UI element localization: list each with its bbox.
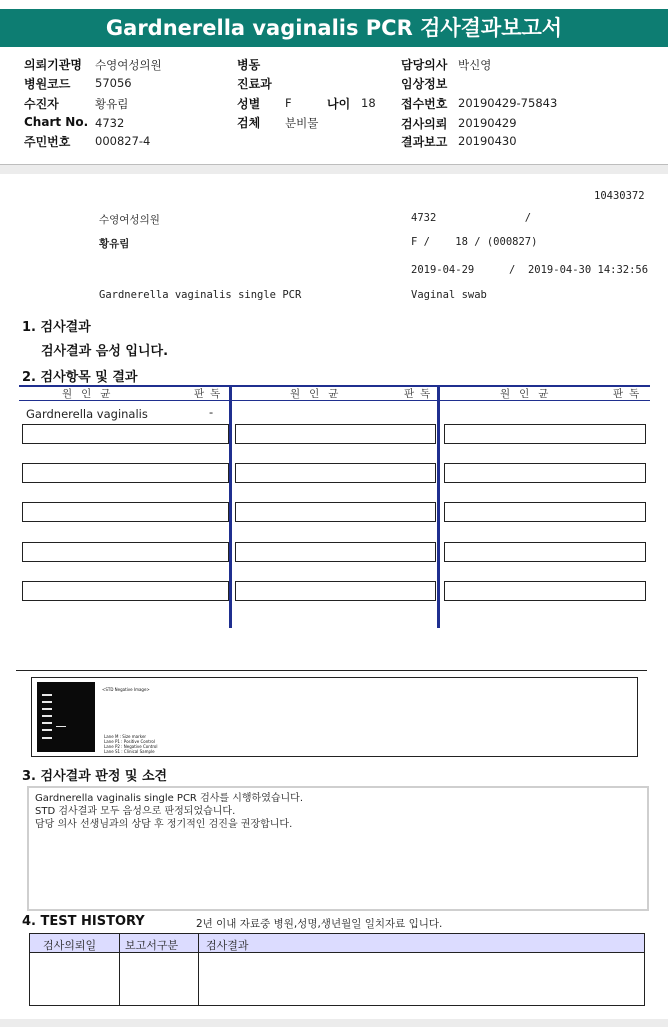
gel-legend-2: Lane P1 : Positive Control [104,739,155,744]
summary-patient: 황유림 [99,238,130,250]
department-label: 진료과 [237,77,272,91]
column-divider-1 [229,387,232,628]
col-request-date: 검사의뢰일 [43,939,97,952]
result-box [235,581,436,601]
col-report-type: 보고서구분 [125,939,179,952]
doctor-label: 담당의사 [401,58,448,72]
col-judgement-1: 판독 [194,388,227,400]
gel-legend-1: Lane M : Size marker [104,734,147,739]
summary-hospital: 수영여성의원 [99,214,160,226]
header-divider [0,164,668,174]
gel-legend-3: Lane P2 : Negative Control [104,744,158,749]
age-label: 나이 [327,97,351,111]
col-judgement-3: 판독 [613,388,646,400]
specimen-label: 검체 [237,116,261,130]
resident-no-label: 주민번호 [24,135,71,149]
history-col-divider [198,934,199,1005]
request-date-label: 검사의뢰 [401,117,448,131]
section4-title: 4. TEST HISTORY [22,914,145,929]
report-date-label: 결과보고 [401,135,448,149]
resident-no-value: 000827-4 [95,134,151,148]
test-history-table [29,933,645,1006]
report-title: Gardnerella vaginalis PCR 검사결과보고서 [0,9,668,47]
result-box [22,542,229,562]
opinion-line: STD 검사결과 모두 음성으로 판정되었습니다. [35,806,236,817]
section-rule [16,670,647,671]
section1-title: 1. 검사결과 [22,320,91,335]
result-box [235,424,436,444]
age-value: 18 [361,96,376,110]
patient-info-header [0,47,668,165]
opinion-box [27,786,649,911]
section1-result: 검사결과 음성 입니다. [41,344,169,359]
gel-electrophoresis-image [37,682,95,752]
document-number: 10430372 [594,190,645,202]
sex-label: 성별 [237,97,261,111]
test-history-header [30,934,644,953]
result-box [444,424,646,444]
gel-legend-4: Lane S1 : Clinical Sample [104,749,155,754]
col-pathogen-3: 원인균 [500,388,558,400]
col-test-result: 검사결과 [206,939,249,952]
section3-title: 3. 검사결과 판정 및 소견 [22,769,168,784]
patient-label: 수진자 [24,97,59,111]
receipt-no-value: 20190429-75843 [458,96,558,110]
ward-label: 병동 [237,58,261,72]
summary-date-received: 2019-04-29 [411,264,475,276]
result-box [444,542,646,562]
patient-value: 황유림 [95,97,129,111]
receipt-no-label: 접수번호 [401,97,448,111]
result-pathogen: Gardnerella vaginalis [26,407,148,421]
result-box [22,502,229,522]
result-box [235,542,436,562]
result-box [22,581,229,601]
report-date-value: 20190430 [458,134,517,148]
result-box [444,502,646,522]
result-box [22,424,229,444]
clinical-info-label: 임상정보 [401,77,448,91]
summary-specimen: Vaginal swab [411,289,487,301]
summary-chart: 4732 / [411,212,532,224]
result-box [235,463,436,483]
chart-no-value: 4732 [95,116,125,130]
col-judgement-2: 판독 [404,388,437,400]
opinion-line: Gardnerella vaginalis single PCR 검사를 시행하였습니다. [35,793,304,804]
column-divider-2 [437,387,440,628]
result-judgement: - [209,405,214,419]
hospital-code-value: 57056 [95,76,132,90]
gel-image-title: <STD Negative Image> [102,687,150,692]
section2-title: 2. 검사항목 및 결과 [22,370,138,385]
opinion-line: 담당 의사 선생님과의 상담 후 정기적인 검진을 권장합니다. [35,819,293,830]
sex-value: F [285,96,292,110]
summary-date-reported: / 2019-04-30 14:32:56 [509,264,649,276]
gel-image-frame [31,677,638,757]
hospital-code-label: 병원코드 [24,77,71,91]
result-box [22,463,229,483]
summary-test-name: Gardnerella vaginalis single PCR [99,289,302,301]
doctor-value: 박신영 [458,58,492,72]
footer-band [0,1019,668,1027]
col-pathogen-1: 원인균 [62,388,120,400]
summary-sex-age: F / 18 / (000827) [411,236,538,248]
history-col-divider [119,934,120,1005]
result-box [235,502,436,522]
hospital-name-label: 의뢰기관명 [24,58,82,72]
result-box [444,463,646,483]
request-date-value: 20190429 [458,116,517,130]
result-box [444,581,646,601]
hospital-name-value: 수영여성의원 [95,58,162,72]
chart-no-label: Chart No. [24,115,89,129]
col-pathogen-2: 원인균 [290,388,348,400]
section4-note: 2년 이내 자료중 병원,성명,생년월일 일치자료 입니다. [196,918,443,930]
specimen-value: 분비물 [285,116,319,130]
